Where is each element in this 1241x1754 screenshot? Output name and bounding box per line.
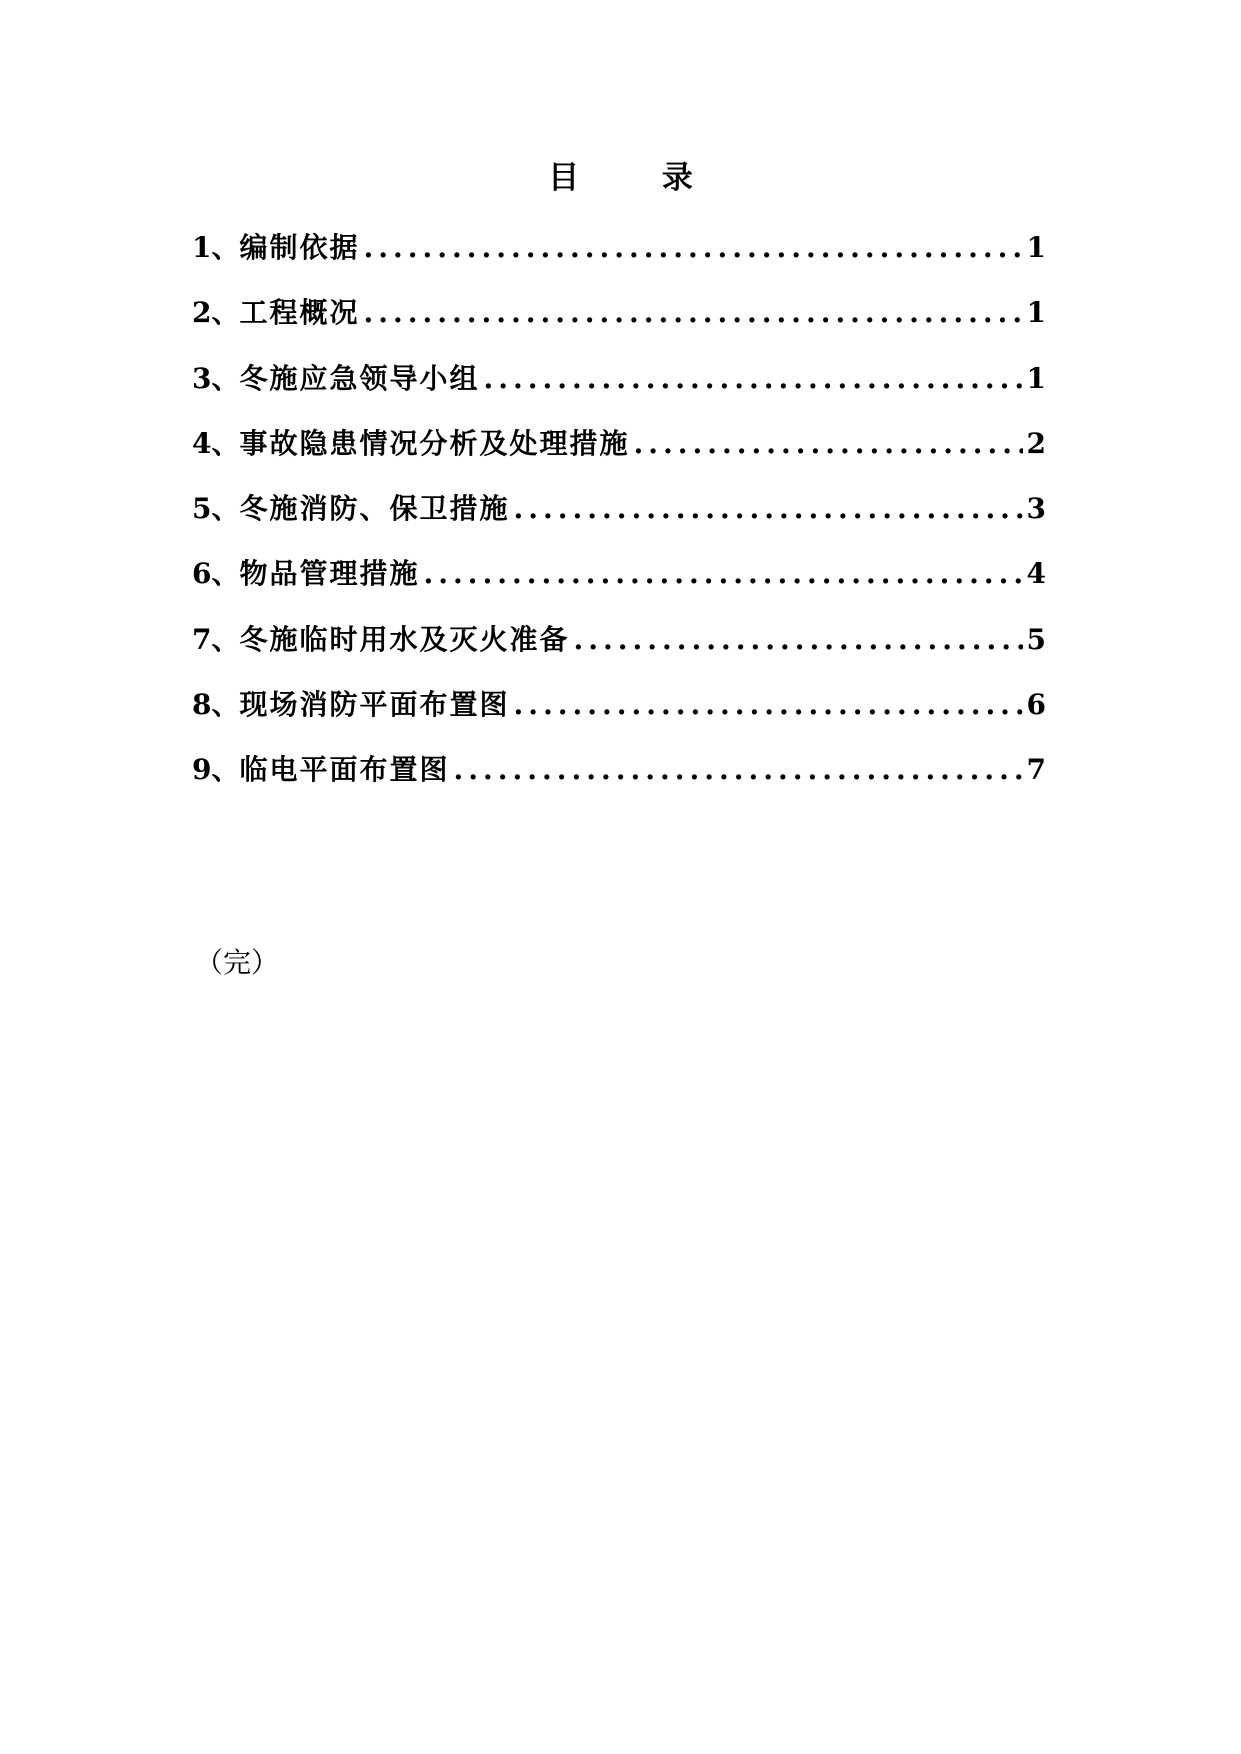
toc-entry-label: 现场消防平面布置图 — [239, 688, 510, 722]
toc-entry[interactable] — [192, 554, 1046, 619]
toc-entry[interactable] — [192, 489, 1046, 554]
toc-entry-label: 工程概况 — [239, 296, 360, 330]
toc-entry-page: 3 — [1026, 492, 1046, 526]
table-of-contents — [192, 228, 1046, 816]
toc-entry-number: 9、 — [192, 753, 240, 787]
toc-dot-leader — [514, 489, 1023, 529]
toc-entry[interactable] — [192, 424, 1046, 489]
toc-entry-page: 6 — [1026, 688, 1046, 722]
toc-entry-number: 7、 — [192, 622, 240, 656]
toc-entry[interactable] — [192, 228, 1046, 293]
toc-dot-leader — [364, 228, 1023, 268]
toc-dot-leader — [484, 359, 1023, 399]
toc-entry-label: 编制依据 — [239, 231, 360, 264]
toc-entry-label: 冬施临时用水及灭火准备 — [239, 622, 570, 656]
toc-entry[interactable] — [192, 359, 1046, 424]
toc-entry-page: 2 — [1026, 426, 1046, 460]
toc-entry-page: 4 — [1026, 557, 1046, 591]
toc-entry-number: 3、 — [192, 361, 240, 395]
toc-entry-page: 1 — [1026, 231, 1046, 264]
toc-entry-page: 7 — [1026, 753, 1046, 787]
page-title: 目 录 — [548, 160, 729, 196]
toc-entry-page: 1 — [1026, 296, 1046, 330]
toc-entry-number: 1、 — [192, 231, 240, 264]
toc-entry-number: 5、 — [192, 492, 240, 526]
toc-entry-label: 物品管理措施 — [239, 557, 420, 591]
toc-entry-number: 8、 — [192, 688, 240, 722]
toc-entry-number: 2、 — [192, 296, 240, 330]
toc-entry-page: 5 — [1026, 622, 1046, 656]
toc-dot-leader — [574, 620, 1023, 660]
toc-dot-leader — [634, 424, 1023, 464]
toc-entry-label: 冬施消防、保卫措施 — [239, 492, 510, 526]
toc-dot-leader — [424, 554, 1023, 594]
toc-entry-label: 事故隐患情况分析及处理措施 — [239, 426, 630, 460]
toc-dot-leader — [364, 293, 1023, 333]
toc-entry[interactable] — [192, 750, 1046, 815]
toc-dot-leader — [514, 685, 1023, 725]
toc-entry-number: 6、 — [192, 557, 240, 591]
toc-entry-page: 1 — [1026, 361, 1046, 395]
toc-entry-label: 临电平面布置图 — [239, 753, 450, 787]
toc-entry-number: 4、 — [192, 426, 240, 460]
toc-entry-label: 冬施应急领导小组 — [239, 361, 480, 395]
toc-entry[interactable] — [192, 620, 1046, 685]
toc-dot-leader — [454, 750, 1023, 790]
toc-entry[interactable] — [192, 685, 1046, 750]
toc-entry[interactable] — [192, 293, 1046, 358]
end-mark: （完） — [195, 946, 280, 979]
